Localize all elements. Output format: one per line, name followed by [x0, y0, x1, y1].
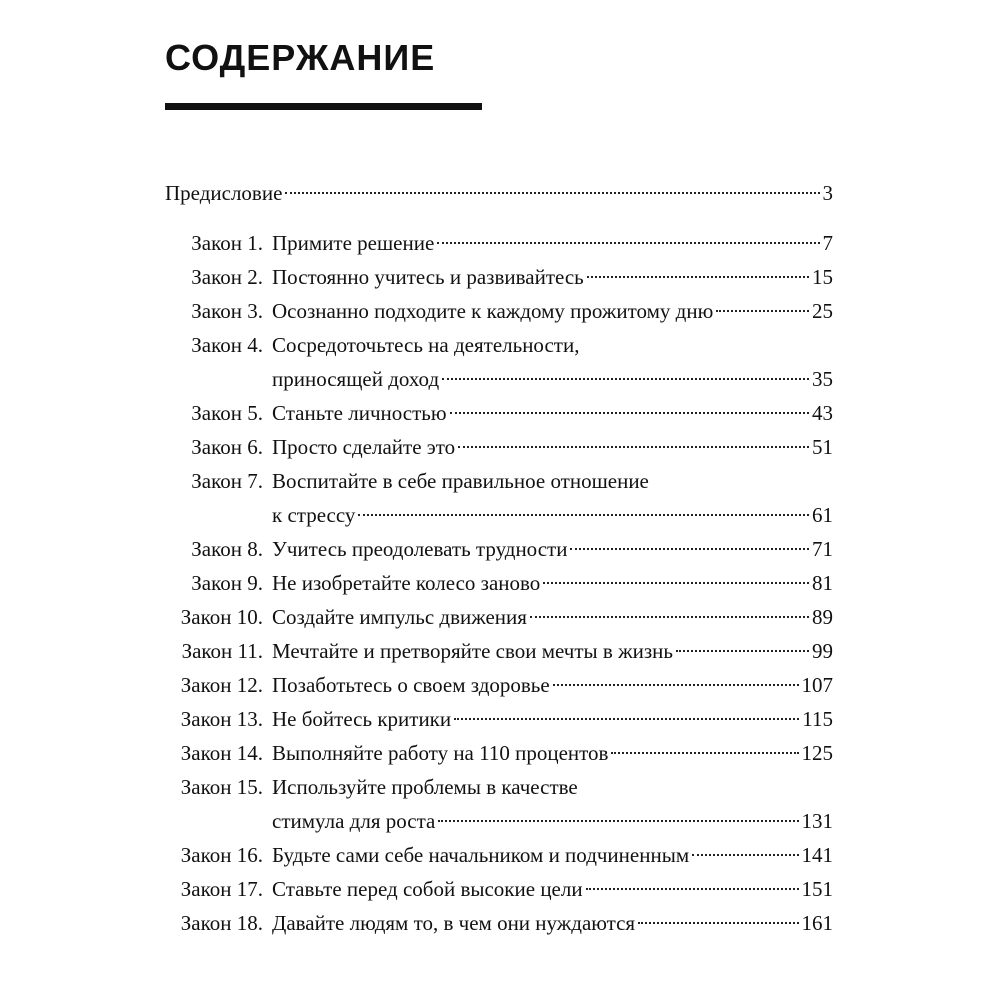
law-label: Закон 2. [191, 265, 263, 289]
toc-entry-law-4 [165, 328, 833, 396]
page-number: 35 [812, 367, 833, 391]
page-number: 61 [812, 503, 833, 527]
law-label: Закон 16. [180, 843, 263, 867]
toc-entry-law-5 [165, 396, 833, 430]
page-number: 141 [801, 843, 833, 867]
page-number: 99 [812, 639, 833, 663]
toc-entry-law-10 [165, 600, 833, 634]
law-label: Закон 17. [180, 877, 263, 901]
law-label: Закон 9. [191, 571, 263, 595]
page-number: 7 [822, 231, 833, 255]
toc-entry-law-14 [165, 736, 833, 770]
entry-title: Не изобретайте колесо заново [272, 571, 541, 595]
page-number: 151 [801, 877, 833, 901]
law-label: Закон 18. [180, 911, 263, 935]
page-number: 3 [822, 181, 833, 205]
page-number: 43 [812, 401, 833, 425]
entry-title: Станьте личностью [272, 401, 447, 425]
entry-title: Учитесь преодолевать трудности [272, 537, 568, 561]
entry-title-line: Сосредоточьтесь на деятельности, [272, 333, 580, 357]
entry-title: Ставьте перед собой высокие цели [272, 877, 583, 901]
law-label: Закон 5. [191, 401, 263, 425]
toc-entry-law-13 [165, 702, 833, 736]
page-number: 25 [812, 299, 833, 323]
toc-entry-law-17 [165, 872, 833, 906]
entry-title: Выполняйте работу на 110 процентов [272, 741, 609, 765]
toc-entry-law-7 [165, 464, 833, 532]
toc-entry-law-15 [165, 770, 833, 838]
title-underline [165, 103, 482, 110]
page-number: 125 [801, 741, 833, 765]
law-label: Закон 12. [180, 673, 263, 697]
page-number: 107 [801, 673, 833, 697]
dot-leader [638, 922, 798, 924]
dot-leader [458, 446, 809, 448]
entry-title: Постоянно учитесь и развивайтесь [272, 265, 584, 289]
page-number: 115 [802, 707, 833, 731]
page-number: 15 [812, 265, 833, 289]
table-of-contents [165, 176, 833, 940]
toc-entry-law-12 [165, 668, 833, 702]
dot-leader [553, 684, 799, 686]
toc-entry-law-3 [165, 294, 833, 328]
law-label: Закон 1. [191, 231, 263, 255]
dot-leader [438, 820, 798, 822]
law-label: Закон 15. [180, 775, 263, 799]
entry-title: к стрессу [272, 503, 356, 527]
entry-title-line: Воспитайте в себе правильное отношение [272, 469, 649, 493]
entry-title: Просто сделайте это [272, 435, 456, 459]
toc-entry-law-9 [165, 566, 833, 600]
toc-entry-law-6 [165, 430, 833, 464]
dot-leader [611, 752, 798, 754]
dot-leader [587, 276, 809, 278]
laws-list [165, 226, 833, 940]
toc-entry-law-16 [165, 838, 833, 872]
law-label: Закон 10. [180, 605, 263, 629]
entry-title: Давайте людям то, в чем они нуждаются [272, 911, 636, 935]
dot-leader [543, 582, 809, 584]
law-label: Закон 14. [180, 741, 263, 765]
toc-entry-law-2 [165, 260, 833, 294]
dot-leader [570, 548, 809, 550]
page-number: 131 [801, 809, 833, 833]
entry-title: Позаботьтесь о своем здоровье [272, 673, 550, 697]
law-label: Закон 11. [181, 639, 263, 663]
entry-title: стимула для роста [272, 809, 436, 833]
law-label: Закон 6. [191, 435, 263, 459]
entry-title: Осознанно подходите к каждому прожитому дню [272, 299, 714, 323]
toc-entry-law-1 [165, 226, 833, 260]
page-number: 89 [812, 605, 833, 629]
law-label: Закон 3. [191, 299, 263, 323]
law-label: Закон 4. [191, 333, 263, 357]
law-label: Закон 7. [191, 469, 263, 493]
toc-entry-law-8 [165, 532, 833, 566]
entry-title: Примите решение [272, 231, 435, 255]
entry-title: Не бойтесь критики [272, 707, 452, 731]
page-number: 71 [812, 537, 833, 561]
toc-entry-law-18 [165, 906, 833, 940]
law-label: Закон 13. [180, 707, 263, 731]
page-number: 81 [812, 571, 833, 595]
law-label: Закон 8. [191, 537, 263, 561]
page-number: 51 [812, 435, 833, 459]
entry-title: Мечтайте и претворяйте свои мечты в жизнь [272, 639, 673, 663]
dot-leader [692, 854, 798, 856]
dot-leader [454, 718, 799, 720]
toc-entry-preface [165, 176, 833, 210]
dot-leader [358, 514, 809, 516]
entry-title: Будьте сами себе начальником и подчиненным [272, 843, 690, 867]
entry-title-line: Используйте проблемы в качестве [272, 775, 578, 799]
dot-leader [285, 192, 819, 194]
dot-leader [716, 310, 809, 312]
dot-leader [586, 888, 799, 890]
entry-title: приносящей доход [272, 367, 440, 391]
dot-leader [442, 378, 809, 380]
dot-leader [530, 616, 809, 618]
dot-leader [450, 412, 809, 414]
dot-leader [437, 242, 819, 244]
entry-title: Создайте импульс движения [272, 605, 527, 629]
toc-entry-law-11 [165, 634, 833, 668]
page-number: 161 [801, 911, 833, 935]
entry-title: Предисловие [165, 181, 283, 205]
page-title: СОДЕРЖАНИЕ [165, 37, 436, 78]
dot-leader [676, 650, 809, 652]
